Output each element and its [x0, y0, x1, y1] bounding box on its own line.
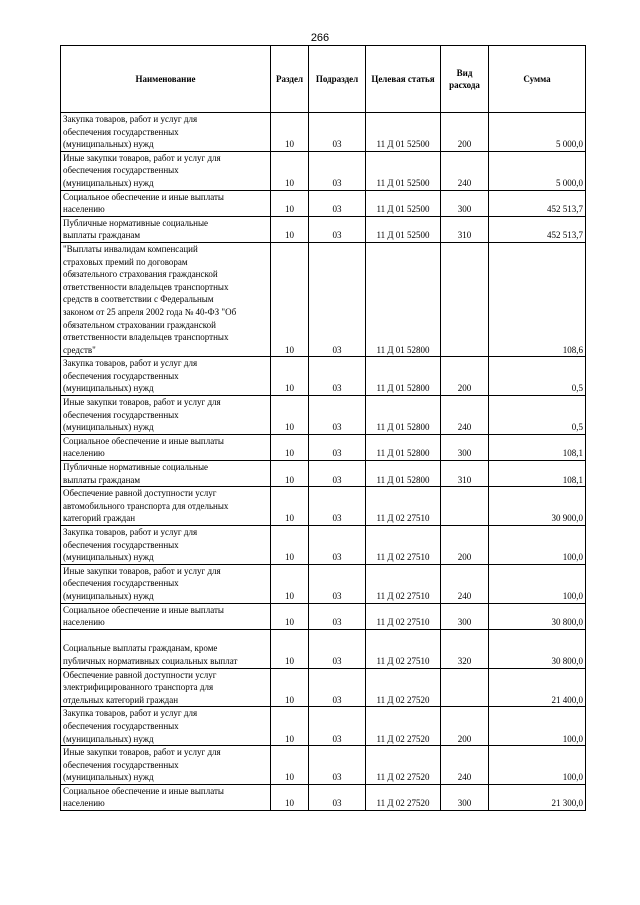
row-razdel-cell: 10: [271, 242, 309, 356]
row-podrazdel-cell: 03: [309, 242, 366, 356]
row-target-article-cell: 11 Д 02 27520: [366, 707, 441, 746]
row-amount-cell: 452 513,7: [489, 190, 586, 216]
row-expense-type-cell: 310: [441, 461, 489, 487]
row-name-cell: Социальное обеспечение и иные выплаты населению: [61, 603, 271, 629]
row-expense-type-cell: 200: [441, 707, 489, 746]
row-expense-type-cell: [441, 242, 489, 356]
row-razdel-cell: 10: [271, 564, 309, 603]
row-razdel-cell: 10: [271, 629, 309, 668]
row-expense-type-cell: 300: [441, 603, 489, 629]
row-podrazdel-cell: 03: [309, 746, 366, 785]
table-row: [61, 461, 586, 487]
row-expense-type-cell: 200: [441, 357, 489, 396]
row-amount-cell: 0,5: [489, 396, 586, 435]
row-amount-cell: 5 000,0: [489, 151, 586, 190]
row-target-article-cell: 11 Д 01 52500: [366, 113, 441, 152]
table-row: [61, 151, 586, 190]
row-target-article-cell: 11 Д 01 52800: [366, 461, 441, 487]
row-razdel-cell: 10: [271, 113, 309, 152]
row-expense-type-cell: 240: [441, 151, 489, 190]
row-target-article-cell: 11 Д 01 52800: [366, 242, 441, 356]
row-amount-cell: 108,6: [489, 242, 586, 356]
row-razdel-cell: 10: [271, 461, 309, 487]
row-target-article-cell: 11 Д 02 27510: [366, 487, 441, 526]
row-target-article-cell: 11 Д 02 27520: [366, 746, 441, 785]
row-razdel-cell: 10: [271, 216, 309, 242]
row-name-cell: Закупка товаров, работ и услуг для обеспечения государственных (муниципальных) нужд: [61, 357, 271, 396]
row-target-article-cell: 11 Д 01 52500: [366, 190, 441, 216]
row-podrazdel-cell: 03: [309, 564, 366, 603]
row-razdel-cell: 10: [271, 434, 309, 460]
budget-table: [60, 45, 586, 811]
header-expense-type: Вид расхода: [441, 46, 489, 113]
row-podrazdel-cell: 03: [309, 151, 366, 190]
row-target-article-cell: 11 Д 01 52500: [366, 216, 441, 242]
row-razdel-cell: 10: [271, 707, 309, 746]
table-row: [61, 784, 586, 810]
row-target-article-cell: 11 Д 01 52800: [366, 396, 441, 435]
row-amount-cell: 30 800,0: [489, 629, 586, 668]
table-row: [61, 603, 586, 629]
row-razdel-cell: 10: [271, 487, 309, 526]
row-name-cell: Социальное обеспечение и иные выплаты населению: [61, 434, 271, 460]
table-row: [61, 216, 586, 242]
row-target-article-cell: 11 Д 01 52500: [366, 151, 441, 190]
row-expense-type-cell: 310: [441, 216, 489, 242]
row-razdel-cell: 10: [271, 603, 309, 629]
row-target-article-cell: 11 Д 02 27510: [366, 564, 441, 603]
row-podrazdel-cell: 03: [309, 396, 366, 435]
row-podrazdel-cell: 03: [309, 357, 366, 396]
row-name-cell: Закупка товаров, работ и услуг для обеспечения государственных (муниципальных) нужд: [61, 526, 271, 565]
row-amount-cell: 30 900,0: [489, 487, 586, 526]
row-expense-type-cell: 300: [441, 784, 489, 810]
row-name-cell: Закупка товаров, работ и услуг для обеспечения государственных (муниципальных) нужд: [61, 707, 271, 746]
row-name-cell: Иные закупки товаров, работ и услуг для обеспечения государственных (муниципальных) нужд: [61, 396, 271, 435]
row-razdel-cell: 10: [271, 746, 309, 785]
page-number: 266: [310, 32, 330, 44]
row-name-cell: Публичные нормативные социальные выплаты гражданам: [61, 461, 271, 487]
row-amount-cell: 21 300,0: [489, 784, 586, 810]
row-expense-type-cell: 300: [441, 434, 489, 460]
row-razdel-cell: 10: [271, 526, 309, 565]
row-name-cell: Обеспечение равной доступности услуг автомобильного транспорта для отдельных категорий граждан: [61, 487, 271, 526]
row-expense-type-cell: 320: [441, 629, 489, 668]
row-target-article-cell: 11 Д 02 27510: [366, 603, 441, 629]
row-name-cell: Публичные нормативные социальные выплаты гражданам: [61, 216, 271, 242]
row-podrazdel-cell: 03: [309, 784, 366, 810]
row-razdel-cell: 10: [271, 668, 309, 707]
row-name-cell: Иные закупки товаров, работ и услуг для обеспечения государственных (муниципальных) нужд: [61, 151, 271, 190]
row-name-cell: "Выплаты инвалидам компенсаций страховых премий по договорам обязательного страхования гражданской ответственности владельцев транспортных средств в соответствии с Федеральным законом от 25 апреля 2002 года № 40-ФЗ "Об обязательном страховании гражданской ответственности владельцев транспортных средств": [61, 242, 271, 356]
row-amount-cell: 30 800,0: [489, 603, 586, 629]
header-name: Наименование: [61, 46, 271, 113]
header-amount: Сумма: [489, 46, 586, 113]
row-target-article-cell: 11 Д 01 52800: [366, 357, 441, 396]
table-row: [61, 707, 586, 746]
row-podrazdel-cell: 03: [309, 668, 366, 707]
row-target-article-cell: 11 Д 02 27520: [366, 668, 441, 707]
row-target-article-cell: 11 Д 02 27510: [366, 629, 441, 668]
table-row: [61, 487, 586, 526]
row-amount-cell: 21 400,0: [489, 668, 586, 707]
row-podrazdel-cell: 03: [309, 434, 366, 460]
row-expense-type-cell: 240: [441, 564, 489, 603]
table-row: [61, 668, 586, 707]
row-podrazdel-cell: 03: [309, 629, 366, 668]
table-row: [61, 746, 586, 785]
row-name-cell: Иные закупки товаров, работ и услуг для обеспечения государственных (муниципальных) нужд: [61, 564, 271, 603]
table-row: [61, 564, 586, 603]
row-amount-cell: 100,0: [489, 707, 586, 746]
row-expense-type-cell: [441, 668, 489, 707]
row-amount-cell: 452 513,7: [489, 216, 586, 242]
row-razdel-cell: 10: [271, 784, 309, 810]
row-name-cell: Обеспечение равной доступности услуг электрифицированного транспорта для отдельных категорий граждан: [61, 668, 271, 707]
row-razdel-cell: 10: [271, 190, 309, 216]
table-row: [61, 434, 586, 460]
row-target-article-cell: 11 Д 02 27520: [366, 784, 441, 810]
header-target-article: Целевая статья: [366, 46, 441, 113]
row-amount-cell: 100,0: [489, 564, 586, 603]
row-expense-type-cell: 200: [441, 113, 489, 152]
row-name-cell: Социальное обеспечение и иные выплаты населению: [61, 784, 271, 810]
row-podrazdel-cell: 03: [309, 190, 366, 216]
row-expense-type-cell: 300: [441, 190, 489, 216]
table-row: [61, 396, 586, 435]
row-expense-type-cell: 240: [441, 746, 489, 785]
row-name-cell: Иные закупки товаров, работ и услуг для обеспечения государственных (муниципальных) нужд: [61, 746, 271, 785]
row-razdel-cell: 10: [271, 357, 309, 396]
row-expense-type-cell: [441, 487, 489, 526]
row-amount-cell: 0,5: [489, 357, 586, 396]
table-row: [61, 357, 586, 396]
header-razdel: Раздел: [271, 46, 309, 113]
row-amount-cell: 100,0: [489, 526, 586, 565]
row-target-article-cell: 11 Д 01 52800: [366, 434, 441, 460]
row-razdel-cell: 10: [271, 151, 309, 190]
row-expense-type-cell: 240: [441, 396, 489, 435]
row-podrazdel-cell: 03: [309, 603, 366, 629]
row-podrazdel-cell: 03: [309, 113, 366, 152]
row-amount-cell: 108,1: [489, 434, 586, 460]
row-amount-cell: 100,0: [489, 746, 586, 785]
table-row: [61, 242, 586, 356]
table-header-row: [61, 46, 586, 113]
row-name-cell: Социальные выплаты гражданам, кроме публичных нормативных социальных выплат: [61, 629, 271, 668]
table-row: [61, 526, 586, 565]
row-amount-cell: 5 000,0: [489, 113, 586, 152]
row-expense-type-cell: 200: [441, 526, 489, 565]
header-podrazdel: Подраздел: [309, 46, 366, 113]
table-body: [61, 113, 586, 811]
row-target-article-cell: 11 Д 02 27510: [366, 526, 441, 565]
row-podrazdel-cell: 03: [309, 487, 366, 526]
table-row: [61, 629, 586, 668]
row-podrazdel-cell: 03: [309, 707, 366, 746]
table-row: [61, 190, 586, 216]
row-podrazdel-cell: 03: [309, 216, 366, 242]
row-amount-cell: 108,1: [489, 461, 586, 487]
row-name-cell: Социальное обеспечение и иные выплаты населению: [61, 190, 271, 216]
row-razdel-cell: 10: [271, 396, 309, 435]
table-row: [61, 113, 586, 152]
row-podrazdel-cell: 03: [309, 526, 366, 565]
row-podrazdel-cell: 03: [309, 461, 366, 487]
row-name-cell: Закупка товаров, работ и услуг для обеспечения государственных (муниципальных) нужд: [61, 113, 271, 152]
